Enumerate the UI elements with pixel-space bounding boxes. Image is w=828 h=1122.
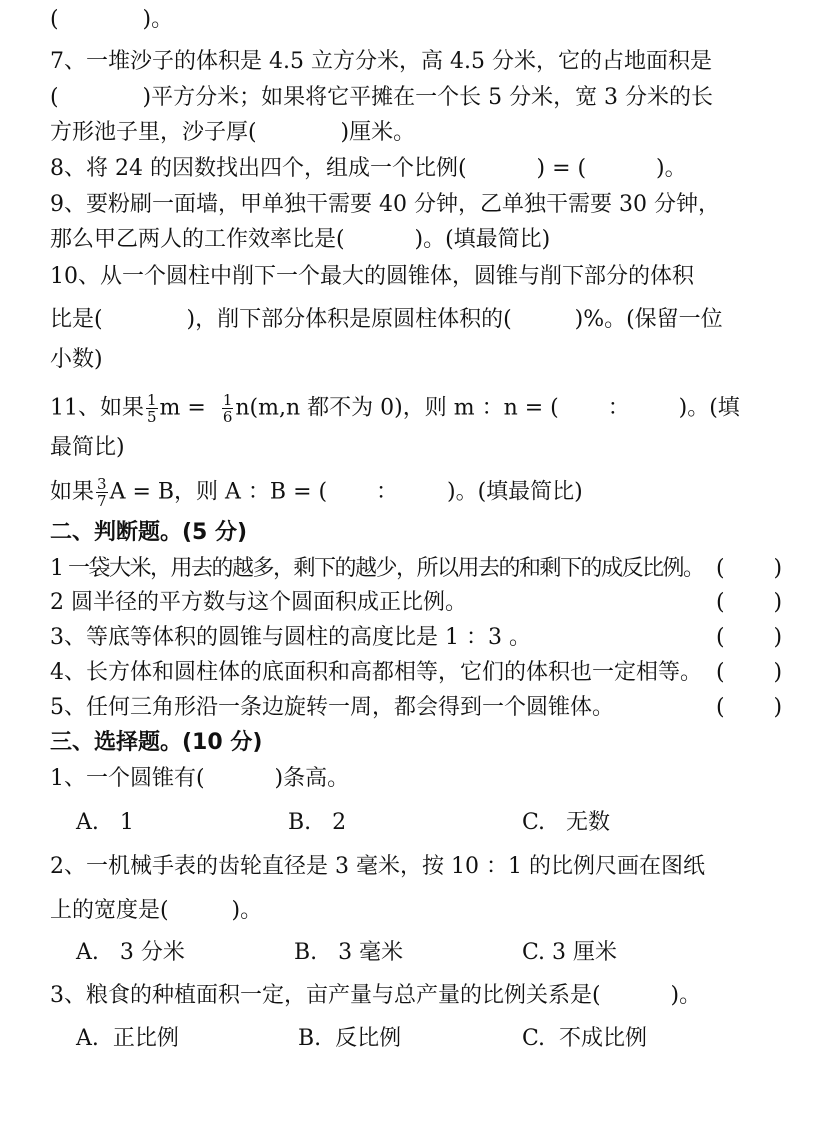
text-line: 比是( )，削下部分体积是原圆柱体积的( )%。(保留一位 [50,307,723,332]
text: 如果 [50,479,95,505]
fraction [222,392,234,425]
text-line: 最简比) [50,435,125,460]
choice-question: 1、一个圆锥有( )条高。 [50,766,350,791]
section-heading: 三、选择题。(10 分) [50,730,263,755]
option-a: A. 1 [76,810,134,835]
text-line: ( )。 [50,7,174,32]
denominator: 6 [222,408,233,426]
judge-item: 1 一袋大米，用去的越多，剩下的越少，所以用去的和剩下的成反比例。 [50,556,704,581]
option-b: B. 3 毫米 [294,940,404,965]
answer-bracket: ( ) [716,590,783,615]
answer-bracket: ( ) [716,556,783,581]
question-8: 8、将 24 的因数找出四个，组成一个比例( ) = ( )。 [50,156,687,181]
option-c: C. 不成比例 [522,1026,648,1051]
choice-question: 2、一机械手表的齿轮直径是 3 毫米，按 10 ：1 的比例尺画在图纸 [50,854,705,879]
judge-item: 5、任何三角形沿一条边旋转一周，都会得到一个圆锥体。 [50,695,614,720]
text-line: 方形池子里，沙子厚( )厘米。 [50,120,416,145]
denominator: 7 [97,492,107,510]
option-a: A. 正比例 [76,1026,179,1051]
option-b: B. 2 [288,810,347,835]
question-7: 7、一堆沙子的体积是 4.5 立方分米，高 4.5 分米，它的占地面积是 [50,49,712,74]
section-heading: 二、判断题。(5 分) [50,520,248,545]
judge-item: 2 圆半径的平方数与这个圆面积成正比例。 [50,590,467,615]
answer-bracket: ( ) [716,695,783,720]
text: 11、如果 [50,395,144,421]
answer-bracket: ( ) [716,625,783,650]
text-line: 上的宽度是( )。 [50,898,263,923]
judge-item: 4、长方体和圆柱体的底面积和高都相等，它们的体积也一定相等。 [50,660,702,685]
numerator: 1 [222,391,233,409]
answer-bracket: ( ) [716,660,783,685]
choice-question: 3、粮食的种植面积一定，亩产量与总产量的比例关系是( )。 [50,983,702,1008]
option-b: B. 反比例 [298,1026,402,1051]
fraction [96,476,108,509]
fraction [146,392,158,425]
option-c: C. 无数 [522,810,611,835]
question-10: 10、从一个圆柱中削下一个最大的圆锥体，圆锥与削下部分的体积 [50,264,694,289]
text: A = B，则 A ：B = ( ： )。(填最简比) [109,479,583,505]
question-11-part2 [50,476,583,509]
text-line: 小数) [50,347,103,372]
numerator: 1 [147,391,157,409]
text: m = [159,395,213,421]
option-a: A. 3 分米 [76,940,185,965]
option-c: C. 3 厘米 [522,940,618,965]
question-9: 9、要粉刷一面墙，甲单独干需要 40 分钟，乙单独干需要 30 分钟， [50,192,720,217]
text-line: ( )平方分米；如果将它平摊在一个长 5 分米，宽 3 分米的长 [50,85,714,110]
denominator: 5 [147,408,157,426]
numerator: 3 [97,475,107,493]
text: n(m,n 都不为 0)，则 m ：n = ( ： )。(填 [235,395,740,421]
text-line: 那么甲乙两人的工作效率比是( )。(填最简比) [50,227,551,252]
judge-item: 3、等底等体积的圆锥与圆柱的高度比是 1 ：3 。 [50,625,531,650]
question-11 [50,392,740,425]
